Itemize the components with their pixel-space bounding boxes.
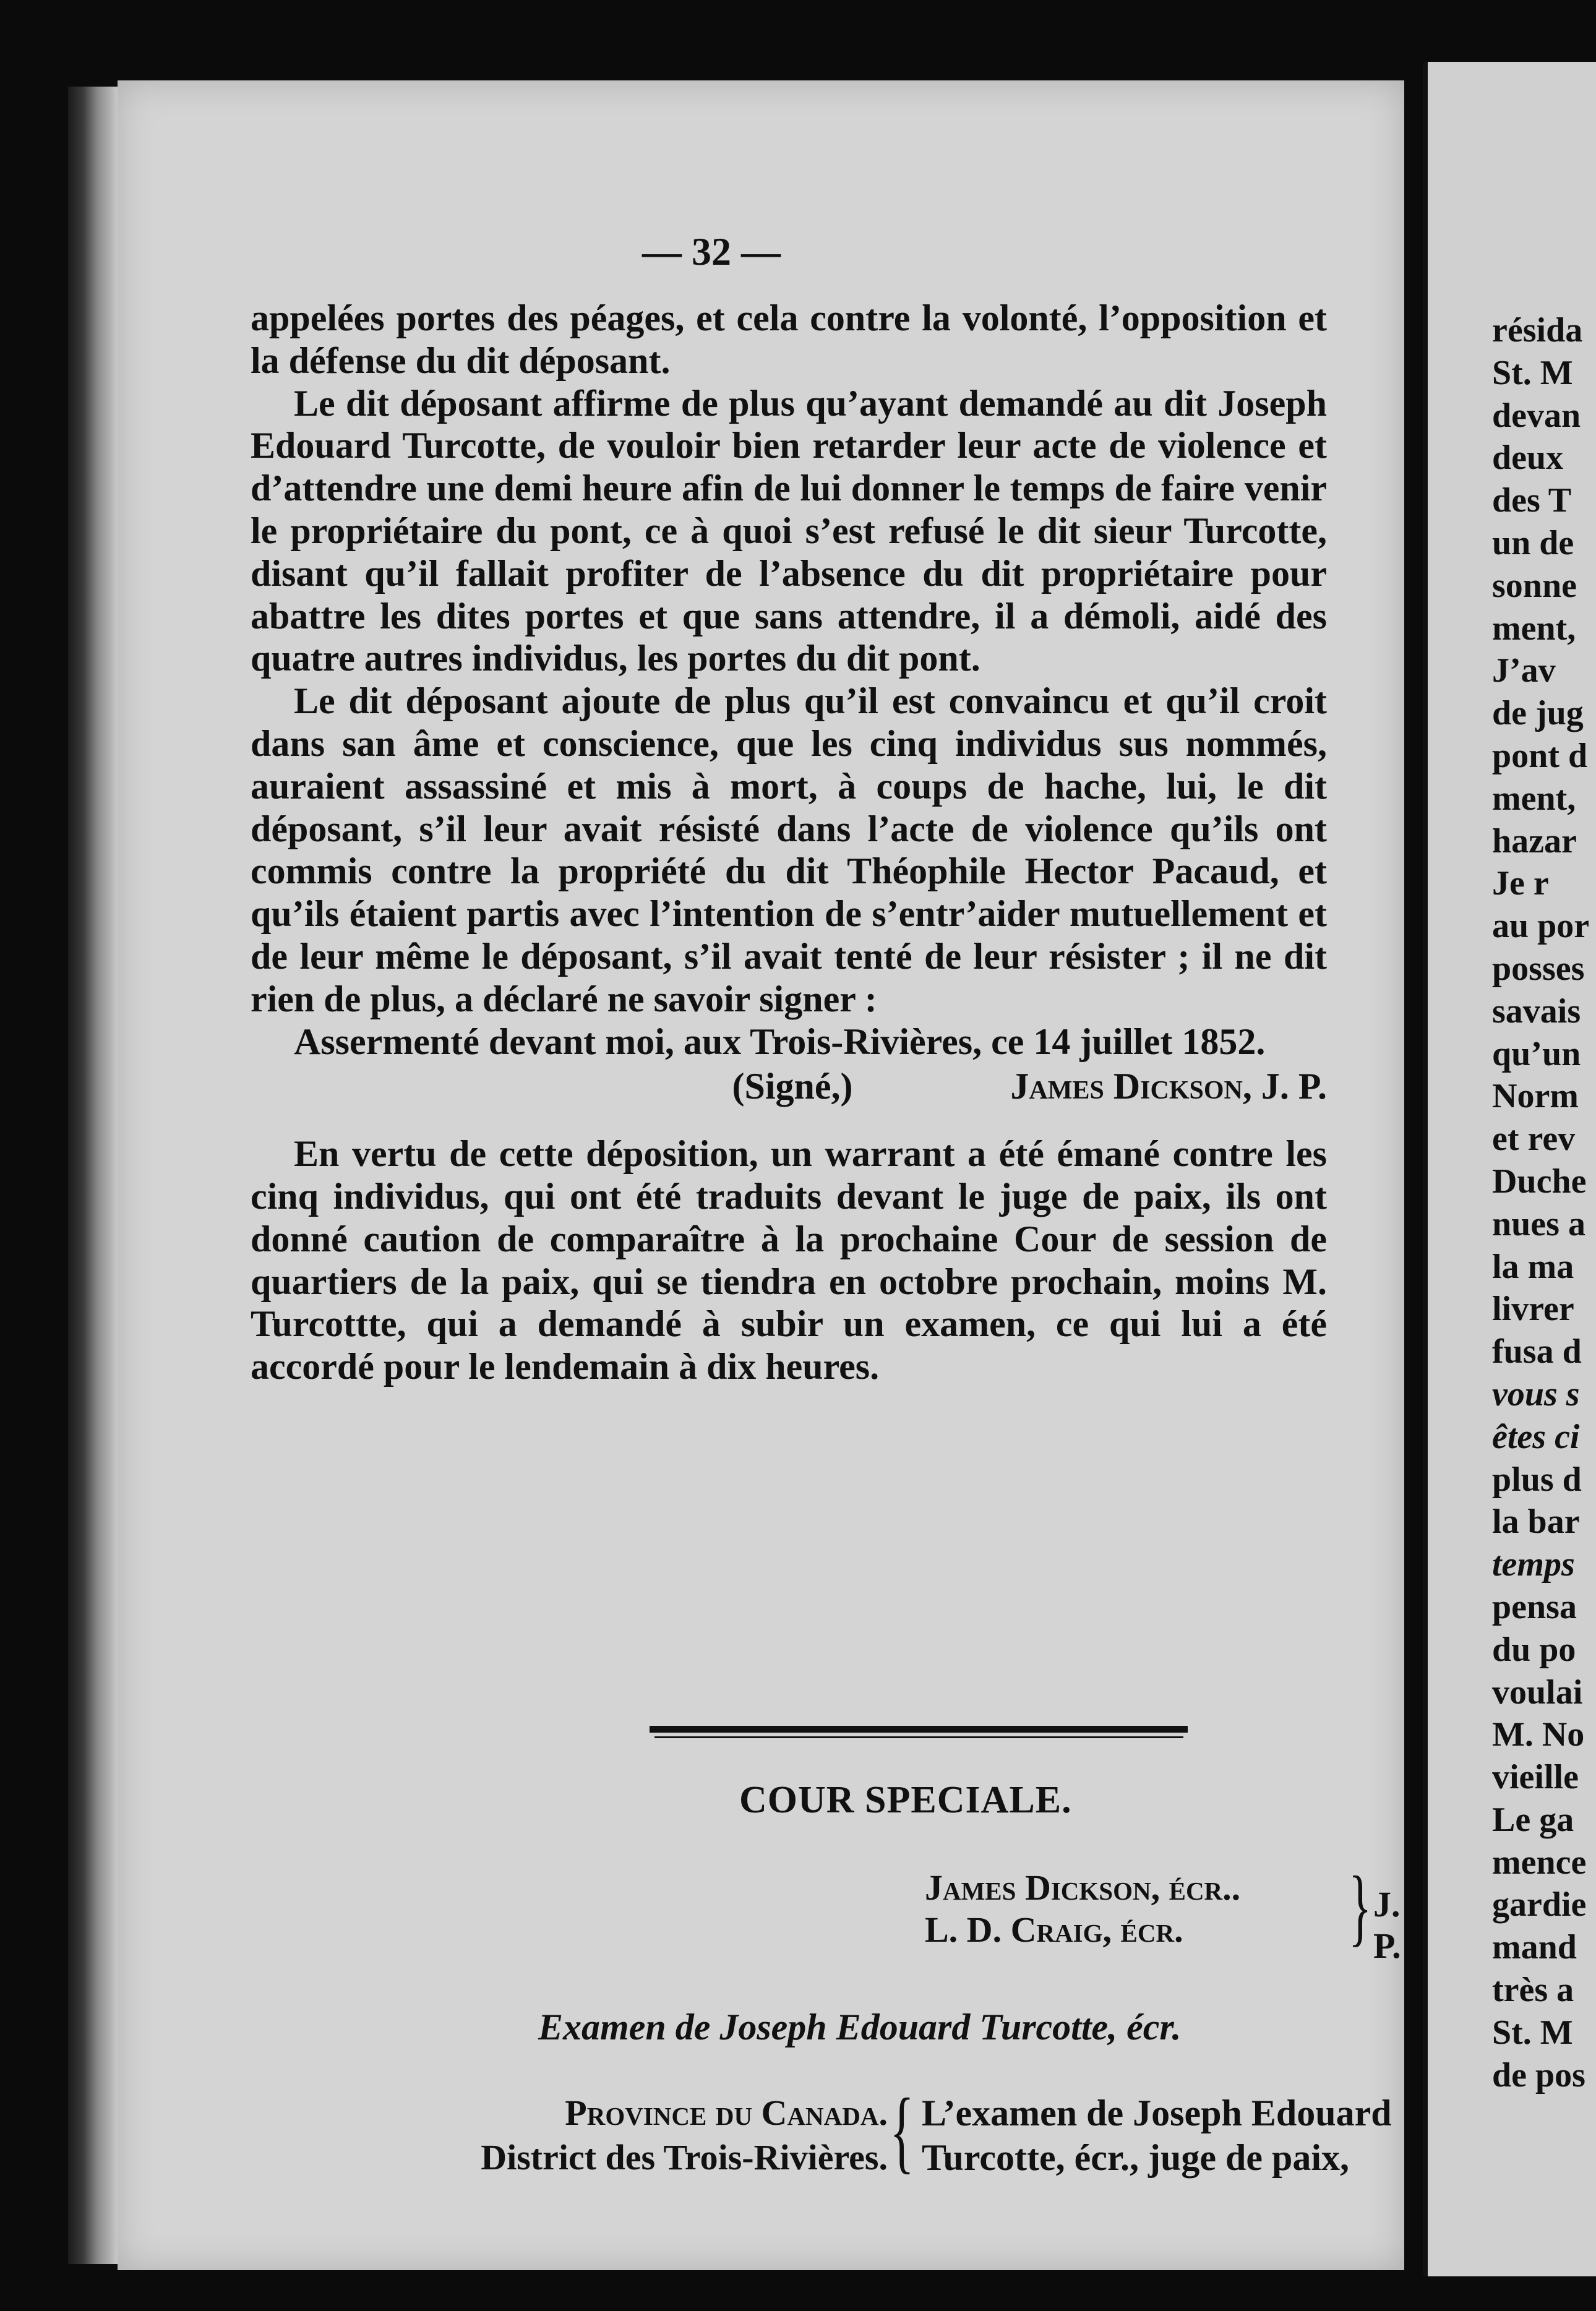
page-gutter bbox=[1423, 62, 1428, 2276]
signature-line bbox=[251, 1065, 1327, 1108]
right-page-line: êtes ci bbox=[1492, 1417, 1580, 1456]
right-page-line: posses bbox=[1492, 949, 1585, 988]
right-page-line: gardie bbox=[1492, 1885, 1587, 1924]
paragraph-5: En vertu de cette déposition, un warrant a été émané contre les cinq individus, qui ont été traduits devant le juge de paix, ils ont donné caution de comparaître à la prochaine Cour de session de quartiers de la paix, qui se tiendra en octobre prochain, moins M. Turcottte, qui a demandé à subir un examen, ce qui lui a été accordé pour le lendemain à dix heures. bbox=[251, 1133, 1327, 1387]
right-page-line: sonne bbox=[1492, 566, 1577, 605]
right-page-line: et rev bbox=[1492, 1120, 1576, 1159]
right-page-line: plus d bbox=[1492, 1460, 1582, 1499]
right-page-line: des T bbox=[1492, 481, 1572, 520]
judge-2: L. D. Craig, écr. bbox=[925, 1910, 1183, 1950]
examination-text bbox=[922, 2091, 1466, 2180]
province-district bbox=[380, 2091, 888, 2180]
court-title: COUR SPECIALE. bbox=[739, 1779, 1072, 1821]
brace-glyph: } bbox=[1349, 1859, 1372, 1955]
right-page-line: la bar bbox=[1492, 1503, 1580, 1541]
right-page-line: vieille bbox=[1492, 1758, 1579, 1797]
right-page-line: vous s bbox=[1492, 1374, 1580, 1413]
section-divider bbox=[650, 1726, 1188, 1741]
body-text bbox=[251, 297, 1327, 1388]
right-page-line: St. M bbox=[1492, 2013, 1573, 2052]
left-page bbox=[118, 80, 1404, 2270]
brace-glyph: { bbox=[890, 2080, 914, 2182]
page-number: — 32 — bbox=[642, 229, 781, 273]
judges-list bbox=[925, 1867, 1240, 1951]
signed-label: (Signé,) bbox=[732, 1066, 853, 1107]
right-page-line: de jug bbox=[1492, 694, 1584, 733]
divider-thin-rule bbox=[654, 1736, 1183, 1738]
judge-1: James Dickson, écr.. bbox=[925, 1867, 1241, 1908]
right-page-line: un de bbox=[1492, 523, 1574, 562]
exam-text-line-2: Turcotte, écr., juge de paix, bbox=[922, 2137, 1350, 2178]
right-page-text bbox=[1492, 309, 1596, 2096]
right-page-line: deux bbox=[1492, 439, 1564, 478]
judges-role: J. P. bbox=[1373, 1884, 1401, 1966]
right-page-line: fusa d bbox=[1492, 1332, 1582, 1371]
signer-name: James Dickson, J. P. bbox=[1010, 1066, 1327, 1107]
right-page-line: du po bbox=[1492, 1630, 1576, 1669]
right-page-line: de pos bbox=[1492, 2056, 1585, 2094]
right-page-line: ment, bbox=[1492, 779, 1576, 818]
right-page-line: Je r bbox=[1492, 864, 1549, 903]
province-line: Province du Canada. bbox=[565, 2093, 888, 2133]
book-spine bbox=[68, 87, 118, 2264]
right-page-line: St. M bbox=[1492, 353, 1573, 392]
right-page-line: au por bbox=[1492, 907, 1590, 946]
right-page-line: Duche bbox=[1492, 1162, 1587, 1201]
paragraph-4: Assermenté devant moi, aux Trois-Rivières, ce 14 juillet 1852. bbox=[294, 1021, 1266, 1062]
right-page-line: Le ga bbox=[1492, 1800, 1574, 1839]
right-page-line: pont d bbox=[1492, 736, 1588, 775]
paragraph-3: Le dit déposant ajoute de plus qu’il est convaincu et qu’il croit dans san âme et conscience, que les cinq individus sus nommés, auraient assassiné et mis à mort, à coups de hache, lui, le dit déposant, s’il leur avait résisté dans l’acte de violence qu’ils ont commis contre la propriété du dit Théophile Hector Pacaud, et qu’ils étaient partis avec l’intention de s’entr’aider mutuellement et de leur même le déposant, s’il avait tenté de leur résister ; il ne dit rien de plus, a déclaré ne savoir signer : bbox=[251, 680, 1327, 1019]
right-page-line: nues a bbox=[1492, 1204, 1585, 1243]
district-line: District des Trois-Rivières. bbox=[481, 2137, 888, 2177]
right-page-line: hazar bbox=[1492, 821, 1577, 860]
right-page-line: la ma bbox=[1492, 1247, 1574, 1286]
right-page-line: ment, bbox=[1492, 609, 1576, 648]
paragraph-1: appelées portes des péages, et cela contre la volonté, l’opposition et la défense du dit déposant. bbox=[251, 298, 1327, 381]
right-page-line: très a bbox=[1492, 1971, 1574, 2010]
right-page-line: voulai bbox=[1492, 1673, 1583, 1712]
right-page-line: mand bbox=[1492, 1928, 1577, 1967]
right-page-line: devan bbox=[1492, 396, 1581, 435]
right-page-line: pensa bbox=[1492, 1587, 1577, 1626]
right-page-line: temps bbox=[1492, 1545, 1575, 1584]
right-page-line: mence bbox=[1492, 1843, 1587, 1882]
right-page-line: livrer bbox=[1492, 1290, 1574, 1329]
divider-thick-rule bbox=[650, 1726, 1188, 1733]
right-page-line: M. No bbox=[1492, 1715, 1585, 1754]
examination-title: Examen de Joseph Edouard Turcotte, écr. bbox=[538, 2007, 1182, 2047]
right-page-line: savais bbox=[1492, 992, 1581, 1031]
right-page-line: Norm bbox=[1492, 1077, 1579, 1116]
exam-text-line-1: L’examen de Joseph Edouard bbox=[922, 2093, 1392, 2133]
right-page-line: qu’un bbox=[1492, 1034, 1581, 1073]
right-page-line: J’av bbox=[1492, 651, 1556, 690]
paragraph-2: Le dit déposant affirme de plus qu’ayant demandé au dit Joseph Edouard Turcotte, de vouloir bien retarder leur acte de violence et d’attendre une demi heure afin de lui donner le temps de faire venir le propriétaire du pont, ce à quoi s’est refusé le dit sieur Turcotte, disant qu’il fallait profiter de l’absence du dit propriétaire pour abattre les dites portes et que sans attendre, il a démoli, aidé des quatre autres individus, les portes du dit pont. bbox=[251, 382, 1327, 679]
right-page-line: résida bbox=[1492, 311, 1583, 349]
